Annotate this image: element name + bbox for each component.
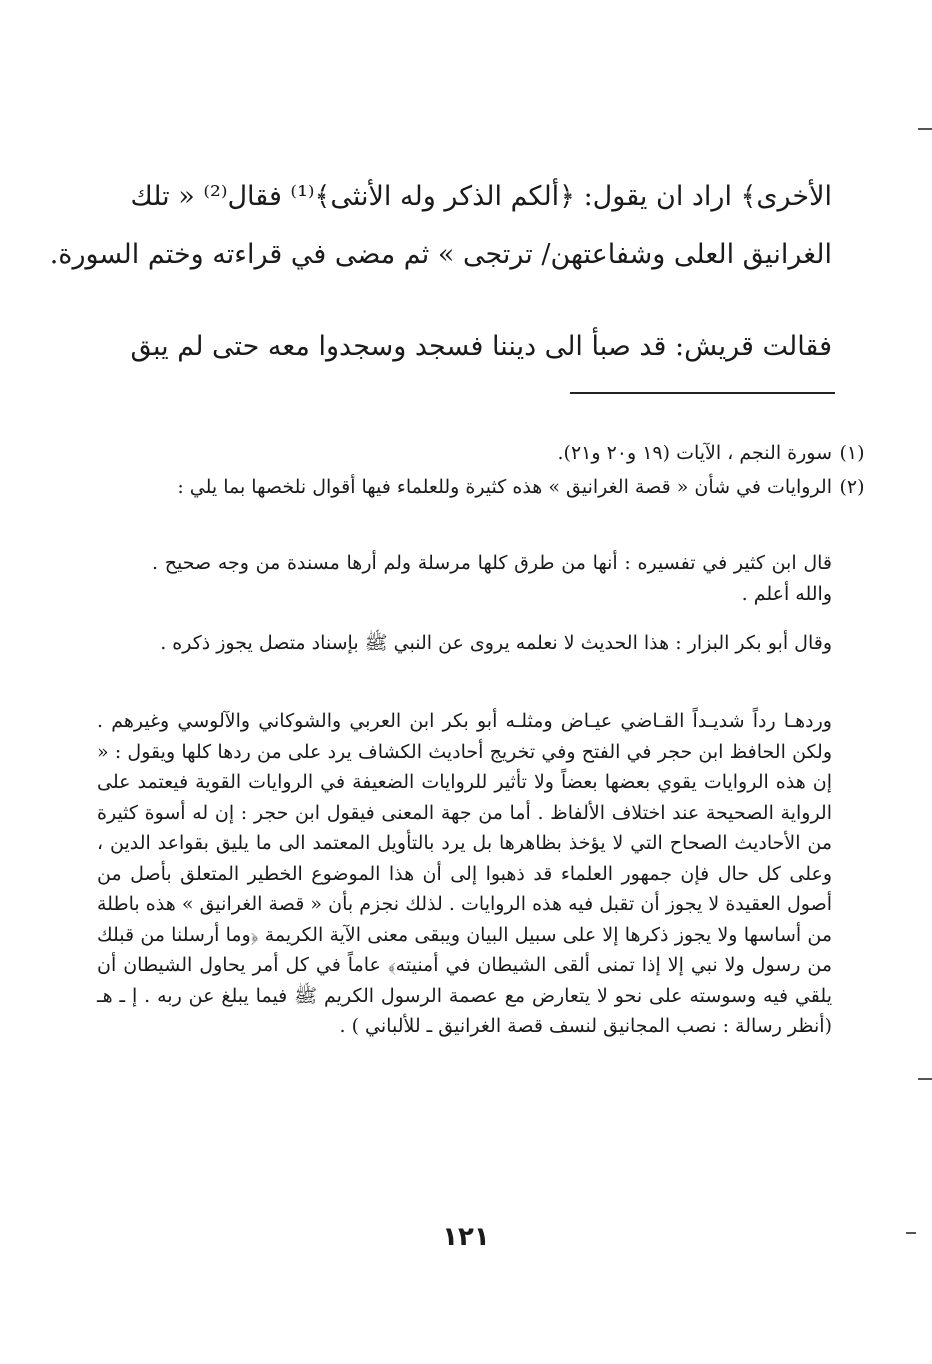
footnote-1-number: (١) bbox=[839, 442, 865, 464]
footnote-1 bbox=[132, 438, 865, 469]
footnote-discussion-paragraph: وردهـا رداً شديـداً القـاضي عيـاض ومثلـه أبو بكر ابن العربي والشوكاني والآلوسي وغيرهم . ولكن الحافظ ابن حجر في الفتح وفي تخريج أحاديث الكشاف يرد على من ردها كلها ويقول : « إن هذه الروايات يقوي بعضها بعضاً ولا تأثير للروايات الضعيفة في الروايات القوية فيعتمد على الرواية الصحيحة عند اختلاف الألفاظ . أما من جهة المعنى فيقول ابن حجر : إن له أسوة كثيرة من الأحاديث الصحاح التي لا يؤخذ بظاهرها بل يرد بالتأويل المعتمد الى ما يليق بقواعد الدين ، وعلى كل حال فإن جمهور العلماء قد ذهبوا إلى أن هذا الموضوع الخطير المتعلق بأصل من أصول العقيدة لا يجوز أن تقبل فيه هذه الروايات . لذلك نجزم بأن « قصة الغرانيق » هذه باطلة من أساسها ولا يجوز ذكرها إلا على سبيل البيان ويبقى معنى الآية الكريمة ﴿وما أرسلنا من قبلك من رسول ولا نبي إلا إذا تمنى ألقى الشيطان في أمنيته﴾ عاماً في كل أمر يحاول الشيطان أن يلقي فيه وسوسته على نحو لا يتعارض مع عصمة الرسول الكريم ﷺ فيما يبلغ عن ربه . إ ـ هـ (أنظر رسالة : نصب المجانيق لنسف قصة الغرانيق ـ للألباني ) . bbox=[97, 710, 832, 1037]
footnote-2-text: الروايات في شأن « قصة الغرانيق » هذه كثيرة وللعلماء فيها أقوال نلخصها بما يلي : bbox=[177, 476, 832, 498]
main-line-3: فقالت قريش: قد صبأ الى ديننا فسجد وسجدوا معه حتى لم يبق bbox=[130, 331, 832, 362]
scan-mark bbox=[918, 128, 932, 130]
footnote-separator bbox=[570, 392, 835, 394]
scan-mark bbox=[918, 1078, 932, 1080]
main-line-1: الأخرى﴾ اراد ان يقول: ﴿ألكم الذكر وله الأنثى﴾⁽¹⁾ فقال⁽²⁾ « تلك bbox=[130, 181, 832, 212]
footnote-ibn-kathir-quote: قال ابن كثير في تفسيره : أنها من طرق كلها مرسلة ولم أرها مسندة من وجه صحيح . والله أعلم . bbox=[152, 552, 832, 605]
footnote-bazzar-quote: وقال أبو بكر البزار : هذا الحديث لا نعلمه يروى عن النبي ﷺ بإسناد متصل يجوز ذكره . bbox=[160, 632, 832, 654]
footnote-2-number: (٢) bbox=[839, 476, 865, 498]
footnote-2 bbox=[132, 472, 865, 503]
page-number: ١٢١ bbox=[442, 1222, 490, 1252]
main-paragraph-1 bbox=[49, 168, 832, 284]
scan-mark bbox=[906, 1232, 916, 1234]
main-paragraph-2 bbox=[72, 318, 832, 376]
footnote-1-text: سورة النجم ، الآيات (١٩ و٢٠ و٢١). bbox=[557, 442, 832, 464]
main-line-2: الغرانيق العلى وشفاعتهن/ ترتجى » ثم مضى في قراءته وختم السورة. bbox=[49, 239, 832, 270]
